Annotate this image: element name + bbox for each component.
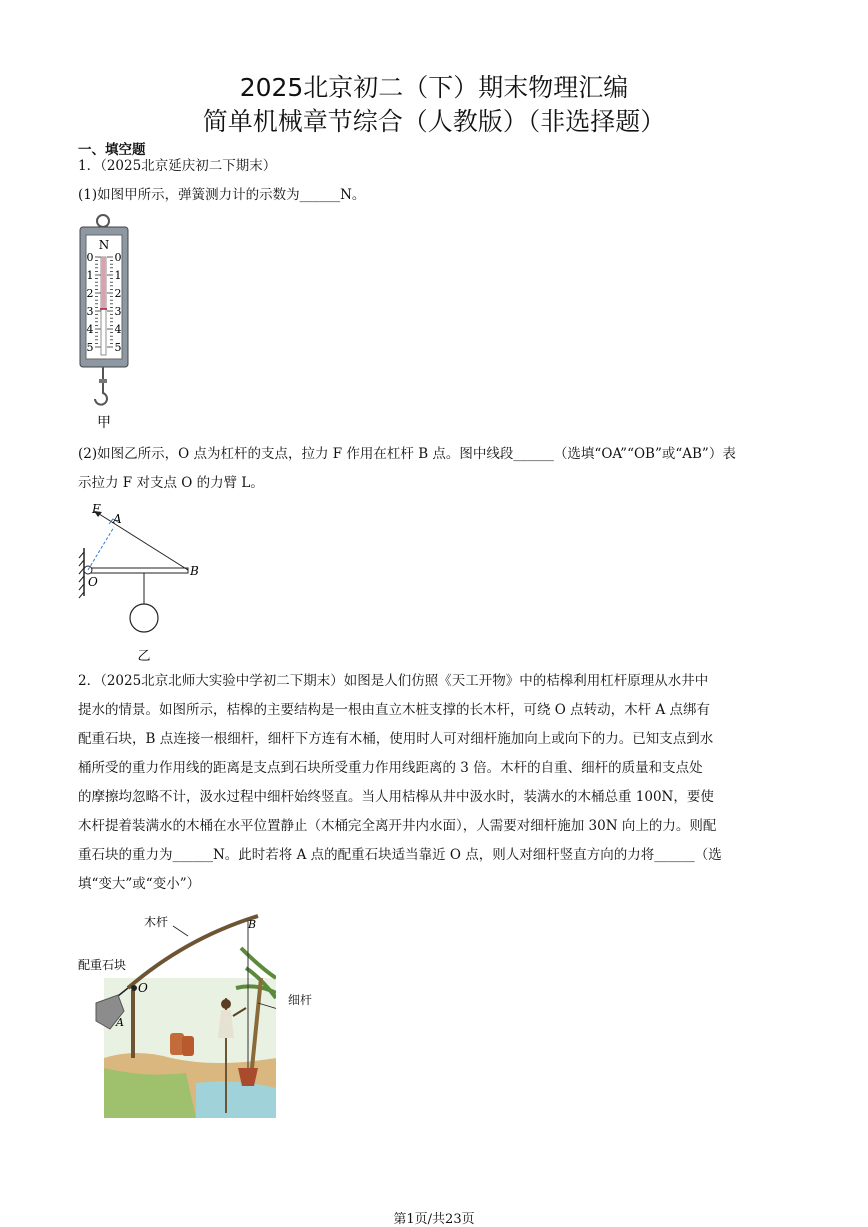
q2-line: 木杆提着装满水的木桶在水平位置静止（木桶完全离开井内水面），人需要对细杆施加 30N 向上的力。则配 (78, 818, 717, 834)
label-A: A (116, 1016, 124, 1029)
scale-number-left: 4 (86, 323, 94, 336)
scale-unit: N (98, 238, 110, 252)
scale-number-left: 0 (86, 251, 94, 264)
q1-part2-line2: 示拉力 F 对支点 O 的力臂 L。 (78, 475, 264, 491)
page-title: 2025北京初二（下）期末物理汇编 (239, 73, 629, 102)
force-line (96, 512, 188, 570)
lever-figure (78, 500, 208, 665)
water (196, 1081, 276, 1118)
label-A: A (113, 512, 122, 526)
scale-number-left: 5 (86, 341, 94, 354)
hook-icon (95, 383, 107, 405)
q2-line: 的摩擦均忽略不计，汲水过程中细杆始终竖直。当人用桔槔从井中汲水时，装满水的木桶总重 100N，要使 (78, 789, 714, 805)
figure-jia-label: 甲 (97, 415, 111, 431)
scale-hook-base (99, 379, 107, 383)
scale-indicator-fill (102, 257, 105, 309)
jar (170, 1033, 184, 1055)
label-O: O (138, 981, 148, 995)
q2-line: 重石块的重力为______N。此时若将 A 点的配重石块适当靠近 O 点，则人对细杆竖直方向的力将______（选 (78, 847, 722, 863)
well-sweep-figure (76, 908, 276, 1118)
scale-number-right: 3 (114, 305, 122, 318)
scale-number-right: 2 (114, 287, 122, 300)
spring-scale-figure (74, 213, 134, 435)
scale-top-ring (97, 215, 109, 227)
figure-yi-label: 乙 (137, 649, 151, 664)
q2-line: 填“变大”或“变小”） (78, 876, 201, 892)
hanging-weight (130, 604, 158, 632)
person-head (221, 999, 231, 1009)
scale-number-right: 4 (114, 323, 122, 336)
scale-number-left: 2 (86, 287, 94, 300)
scale-number-right: 1 (114, 269, 122, 282)
grass (104, 1068, 196, 1118)
label-stone: 配重石块 (78, 958, 127, 972)
label-F: F (92, 502, 101, 516)
page-subtitle: 简单机械章节综合（人教版）（非选择题） (202, 107, 666, 136)
label-O: O (88, 575, 98, 589)
scale-number-right: 0 (114, 251, 122, 264)
q2-line: 桶所受的重力作用线的距离是支点到石块所受重力作用线距离的 3 倍。木杆的自重、细杆的质量和支点处 (78, 760, 703, 776)
moment-arm-line (88, 527, 114, 570)
pivot-point (131, 985, 137, 991)
q1-part2-line1: (2)如图乙所示，O 点为杠杆的支点，拉力 F 作用在杠杆 B 点。图中线段______（选填“OA”“OB”或“AB”）表 (78, 446, 736, 462)
label-leader (173, 926, 188, 936)
section-heading: 一、填空题 (78, 142, 146, 158)
lever-bar (88, 568, 188, 573)
label-rod: 细杆 (288, 993, 313, 1007)
label-B: B (248, 918, 257, 931)
label-B: B (190, 564, 199, 578)
q2-line: 2．（2025北京北师大实验中学初二下期末）如图是人们仿照《天工开物》中的桔槔利用杠杆原理从水井中 (78, 673, 709, 689)
q1-part1: (1)如图甲所示，弹簧测力计的示数为______N。 (78, 187, 366, 203)
scale-number-right: 5 (114, 341, 122, 354)
jar (182, 1036, 194, 1056)
scale-number-left: 1 (86, 269, 94, 282)
label-pole: 木杆 (144, 915, 169, 929)
q2-line: 提水的情景。如图所示，桔槔的主要结构是一根由直立木桩支撑的长木杆，可绕 O 点转动，木杆 A 点绑有 (78, 702, 710, 718)
page-footer: 第1页/共23页 (393, 1212, 475, 1227)
q2-line: 配重石块，B 点连接一根细杆，细杆下方连有木桶，使用时人可对细杆施加向上或向下的力。已知支点到水 (78, 731, 714, 747)
scale-number-left: 3 (86, 305, 94, 318)
q1-head: 1．（2025北京延庆初二下期末） (78, 158, 277, 174)
